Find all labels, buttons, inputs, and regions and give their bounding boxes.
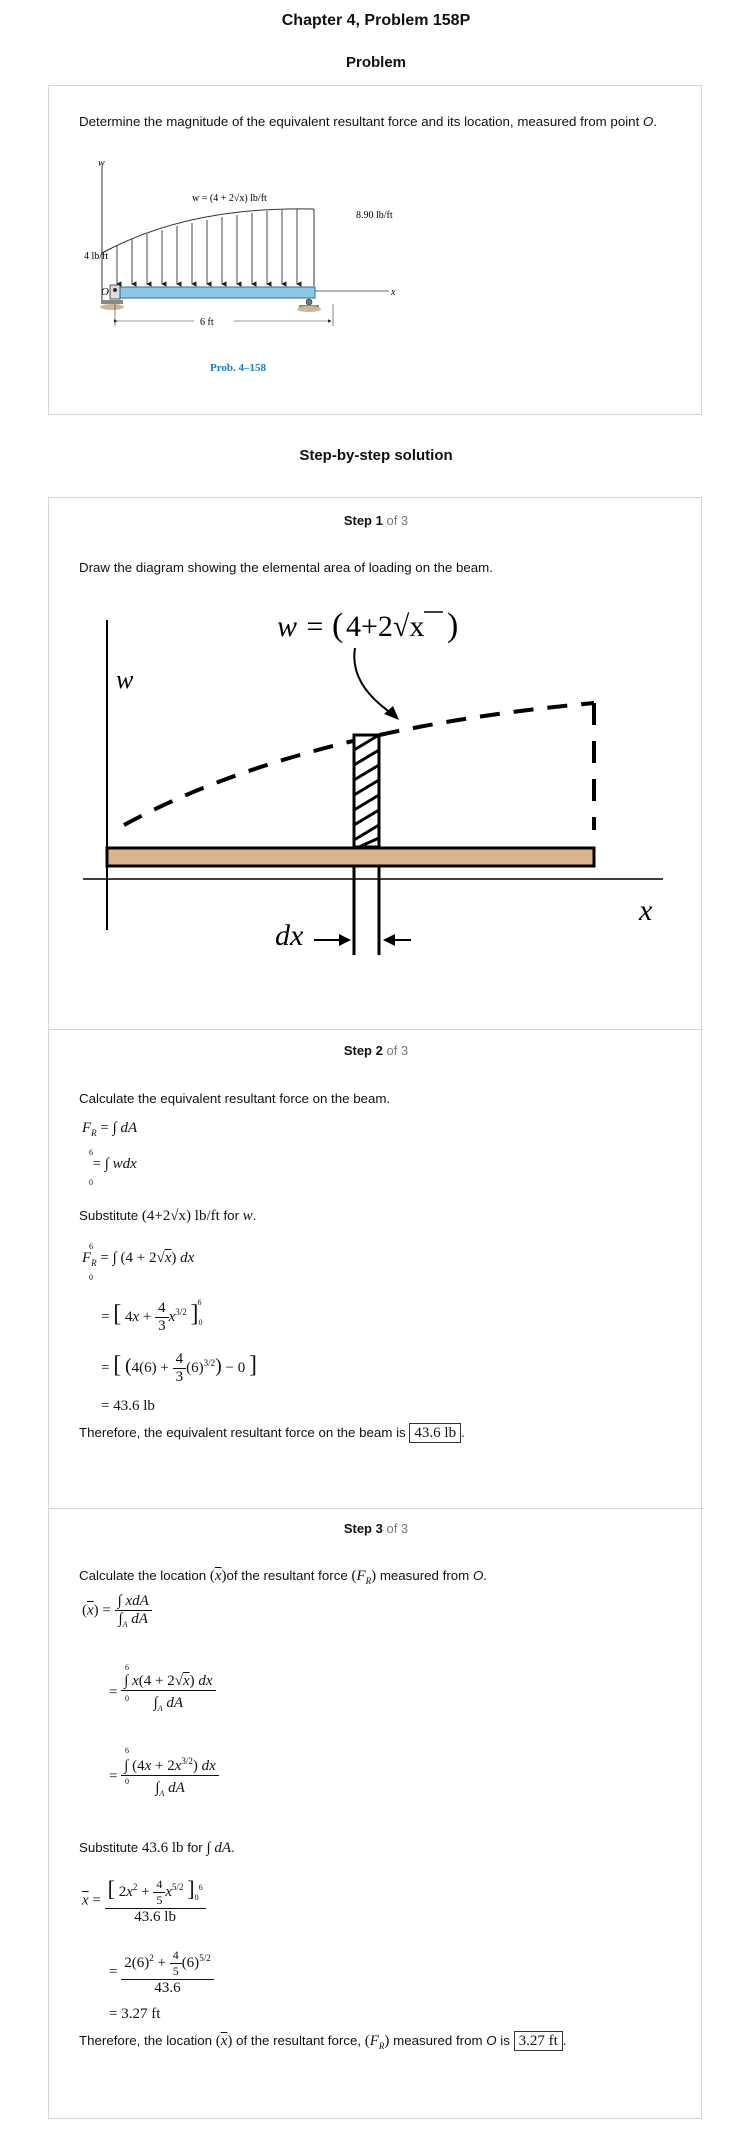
- diagram-beam: [107, 848, 594, 866]
- diagram-eq-lhs: w =: [277, 610, 325, 643]
- step-2-intro: Calculate the equivalent resultant force on the beam.: [79, 1091, 391, 1106]
- fig-beam: [115, 287, 315, 298]
- diagram-eq-paren-l: (: [332, 607, 344, 644]
- step-2-eq-1: $F_R$ = ∫ dA: [82, 1120, 138, 1138]
- step-1-text: Draw the diagram showing the elemental area of loading on the beam.: [79, 560, 493, 575]
- step-2-eq-5: = [ (4(6) + $\frac{4}{3}$ $(6)^{3/2}) - 0$ ]: [101, 1351, 257, 1385]
- solution-card: Step 1 of 3 Draw the diagram showing the elemental area of loading on the beam. w w = ( 4+2√x ) x dx Step 2 of 3 Calculate the equivalent resultant force on the beam. $F_R$ = ∫ dA 6 = ∫ wdx 0 Substitute (4+2√x) lb/ft for w. 6 $F_R$ = ∫ (4 + 2√x) dx 0 = [ 4x + $\frac{4}{3}$ $x^{3/2}$ ]$_0^6$ = [ (4(6) + $\frac{4}{3}$ $(6)^{3/2}) - 0$ ] = 43.6 lb Therefore, the equivalent resultant force on the beam is 43.6 lb . Step 3 of 3 Calculate the location $(\overline{x})of$ the resultant force $(F_R)$ measured from O. $(\overline{x})$ = $\frac{\text{∫ xdA}}{\int_A dA}$ 6 = $\frac{\int x(4 + 2√x) dx}{\int_A dA}$ 0 6 = $\frac{\int (4x + 2x^{3/2}) dx}{\int_A dA}$ 0 Substitute 43.6 lb for ∫ dA. $\overline{x}$ = [ $2x^2$ + $\frac{4}{5}$ $x^{5/2}$ ]$_0^6$ 43.6 lb = $2(6)^2$ + $\frac{4}{5}$ $(6)^{5/2}$ 43.6 = 3.27 ft Therefore, the location $(\overline{x})$ of the resultant force, $(F_R)$ measured from O is 3.27 ft .: [48, 497, 702, 2119]
- step-2-result: = 43.6 lb: [101, 1398, 155, 1414]
- step-3-eq-3: = $\frac{\int (4x + 2x^{3/2}) dx}{\int_A dA}$: [109, 1756, 219, 1798]
- step-3-intro: Calculate the location $(\overline{x})of$ the resultant force $(F_R)$ measured from O.: [79, 1568, 487, 1586]
- step-1-header: Step 1 of 3: [343, 513, 409, 528]
- problem-text: Determine the magnitude of the equivalent resultant force and its location, measured from point O.: [79, 114, 658, 129]
- fig-load-eq: w = (4 + 2√x) lb/ft: [192, 193, 267, 204]
- step-3-answer: 3.27 ft: [514, 2031, 563, 2051]
- fig-left-value: 4 lb/ft: [84, 251, 109, 262]
- step-3-result: = 3.27 ft: [109, 2006, 161, 2022]
- diagram-eq-paren-r: ): [447, 607, 459, 644]
- diagram-dx-label: dx: [275, 919, 304, 952]
- fig-x-axis: x: [391, 287, 396, 298]
- step-2-conclusion: Therefore, the equivalent resultant force on the beam is 43.6 lb .: [79, 1425, 465, 1441]
- fig-origin: O: [101, 286, 109, 298]
- step-3-eq-1: $(\overline{x})$ = $\frac{\text{∫ xdA}}{\int_A dA}$: [82, 1593, 152, 1629]
- step-2-eq-4: = [ 4x + $\frac{4}{3}$ $x^{3/2}$ ]$_0^6$: [101, 1297, 203, 1334]
- fig-load-arrows: [117, 209, 297, 284]
- diagram-eq-rhs: 4+2√x: [346, 610, 425, 643]
- fig-right-value: 8.90 lb/ft: [356, 210, 393, 221]
- diagram-w-label: w: [116, 665, 134, 694]
- solution-heading: Step-by-step solution: [299, 447, 453, 464]
- step-3-eq-5: = $2(6)^2$ + $\frac{4}{5}$ $(6)^{5/2}$ 43.6: [109, 1948, 214, 1997]
- step-3-conclusion: Therefore, the location $(\overline{x})$ of the resultant force, $(F_R)$ measured from O is 3.27 ft .: [79, 2033, 567, 2051]
- step-3-substitute: Substitute 43.6 lb for ∫ dA.: [79, 1840, 235, 1856]
- problem-heading: Problem: [345, 54, 406, 71]
- step-3-header: Step 3 of 3: [343, 1521, 409, 1536]
- step-3-eq-2: = $\frac{\int x(4 + 2√x) dx}{\int_A dA}$: [109, 1673, 216, 1713]
- step-2-header: Step 2 of 3: [343, 1043, 409, 1058]
- chapter-title: Chapter 4, Problem 158P: [281, 12, 471, 29]
- fig-length: 6 ft: [200, 317, 214, 328]
- fig-caption: Prob. 4–158: [210, 362, 267, 374]
- diagram-x-label: x: [639, 894, 653, 927]
- step-2-eq-3: $F_R$ = ∫ (4 + 2√x) dx: [82, 1250, 195, 1268]
- problem-figure: [49, 156, 703, 386]
- problem-card: [48, 85, 702, 415]
- step-2-eq-2: = ∫ wdx: [85, 1156, 137, 1172]
- step-3-eq-4: $\overline{x}$ = [ $2x^2$ + $\frac{4}{5}$ $x^{5/2}$ ]$_0^6$ 43.6 lb: [82, 1876, 206, 1926]
- step-2-answer: 43.6 lb: [409, 1423, 461, 1443]
- step-2-substitute: Substitute (4+2√x) lb/ft for w.: [79, 1208, 257, 1224]
- fig-w-axis: w: [98, 158, 105, 169]
- step-1-diagram: [49, 590, 703, 990]
